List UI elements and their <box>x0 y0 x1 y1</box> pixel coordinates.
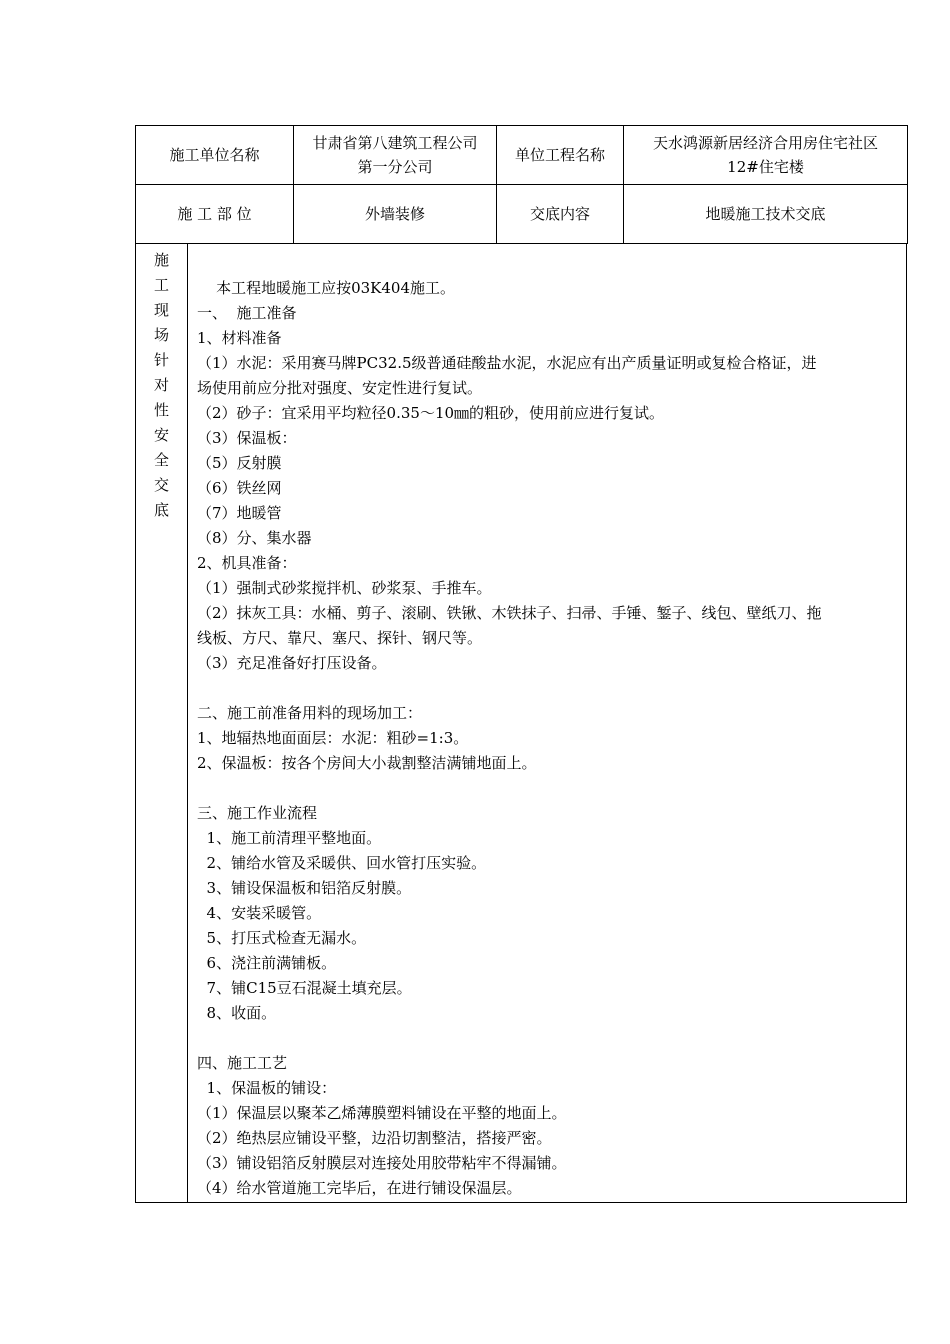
side-label-char: 底 <box>153 501 169 519</box>
text-line: （3）铺设铝箔反射膜层对连接处用胶带粘牢不得漏铺。 <box>197 1154 567 1172</box>
text-line: （1）保温层以聚苯乙烯薄膜塑料铺设在平整的地面上。 <box>197 1104 567 1122</box>
text-line: （6）铁丝网 <box>197 479 282 497</box>
side-label-char: 交 <box>153 476 169 494</box>
text-line: 7、铺C15豆石混凝土填充层。 <box>197 979 412 997</box>
text-line: （8）分、集水器 <box>197 529 312 547</box>
text-line: （5）反射膜 <box>197 454 282 472</box>
side-label <box>136 244 188 1202</box>
text-line: （4）给水管道施工完毕后，在进行铺设保温层。 <box>197 1179 522 1197</box>
side-label-char: 场 <box>153 326 169 344</box>
blank-line <box>197 676 898 701</box>
text-line: 一、 施工准备 <box>197 304 297 322</box>
disclosure-form <box>135 125 907 1203</box>
text-line: 本工程地暖施工应按03K404施工。 <box>197 279 456 297</box>
text-line: （2）砂子：宜采用平均粒径0.35～10㎜的粗砂，使用前应进行复试。 <box>197 404 665 422</box>
text-line: （1）强制式砂浆搅拌机、砂浆泵、手推车。 <box>197 579 492 597</box>
side-label-char: 针 <box>153 351 169 369</box>
text-line: 1、保温板的铺设： <box>197 1079 337 1097</box>
side-label-char: 现 <box>153 301 169 319</box>
text-line: 场使用前应分批对强度、安定性进行复试。 <box>197 379 483 397</box>
construction-part-label: 施 工 部 位 <box>136 185 294 244</box>
header-table <box>135 125 908 244</box>
text-line: （2）抹灰工具：水桶、剪子、滚刷、铁锹、木铁抹子、扫帚、手锤、錾子、线包、壁纸刀、拖 <box>197 604 822 622</box>
text-line: 线板、方尺、靠尺、塞尺、探针、钢尺等。 <box>197 629 483 647</box>
text-line: 2、铺给水管及采暖供、回水管打压实验。 <box>197 854 487 872</box>
side-label-char: 施 <box>153 251 169 269</box>
text-line: 二、施工前准备用料的现场加工： <box>197 704 423 722</box>
text-line: （3）保温板： <box>197 429 297 447</box>
text-line: 1、施工前清理平整地面。 <box>197 829 382 847</box>
disclosure-content-label: 交底内容 <box>497 185 624 244</box>
blank-line <box>197 1026 898 1051</box>
disclosure-content-value: 地暖施工技术交底 <box>624 185 908 244</box>
construction-unit-label: 施工单位名称 <box>136 126 294 185</box>
text-line: 四、施工工艺 <box>197 1054 288 1072</box>
project-name-label: 单位工程名称 <box>497 126 624 185</box>
text-line: （3）充足准备好打压设备。 <box>197 654 387 672</box>
text-line: （2）绝热层应铺设平整，边沿切割整洁，搭接严密。 <box>197 1129 552 1147</box>
side-label-char: 对 <box>153 376 169 394</box>
disclosure-text <box>188 244 906 1202</box>
project-name-value <box>624 126 908 185</box>
project-name-value-line2: 12#住宅楼 <box>727 158 804 176</box>
blank-line <box>197 776 898 801</box>
text-line: 1、地辐热地面面层：水泥：粗砂=1:3。 <box>197 729 469 747</box>
text-line: 8、收面。 <box>197 1004 277 1022</box>
disclosure-body <box>135 244 907 1203</box>
text-line: 4、安装采暖管。 <box>197 904 322 922</box>
construction-unit-value <box>294 126 497 185</box>
side-label-char: 工 <box>153 276 169 294</box>
construction-part-value: 外墙装修 <box>294 185 497 244</box>
text-line: 2、保温板：按各个房间大小裁割整洁满铺地面上。 <box>197 754 537 772</box>
text-line: （1）水泥：采用赛马牌PC32.5级普通硅酸盐水泥，水泥应有出产质量证明或复检合格证，进 <box>197 354 817 372</box>
text-line: 1、材料准备 <box>197 329 282 347</box>
text-line: 6、浇注前满铺板。 <box>197 954 337 972</box>
construction-unit-value-line2: 第一分公司 <box>357 158 433 176</box>
text-line: 3、铺设保温板和铝箔反射膜。 <box>197 879 412 897</box>
text-line: 5、打压式检查无漏水。 <box>197 929 367 947</box>
project-name-value-line1: 天水鸿源新居经济合用房住宅社区 <box>652 134 878 152</box>
side-label-char: 安 <box>153 426 169 444</box>
text-line: （7）地暖管 <box>197 504 282 522</box>
text-line: 2、机具准备： <box>197 554 297 572</box>
side-label-char: 全 <box>153 451 169 469</box>
side-label-char: 性 <box>153 401 169 419</box>
construction-unit-value-line1: 甘肃省第八建筑工程公司 <box>312 134 478 152</box>
text-line: 三、施工作业流程 <box>197 804 318 822</box>
